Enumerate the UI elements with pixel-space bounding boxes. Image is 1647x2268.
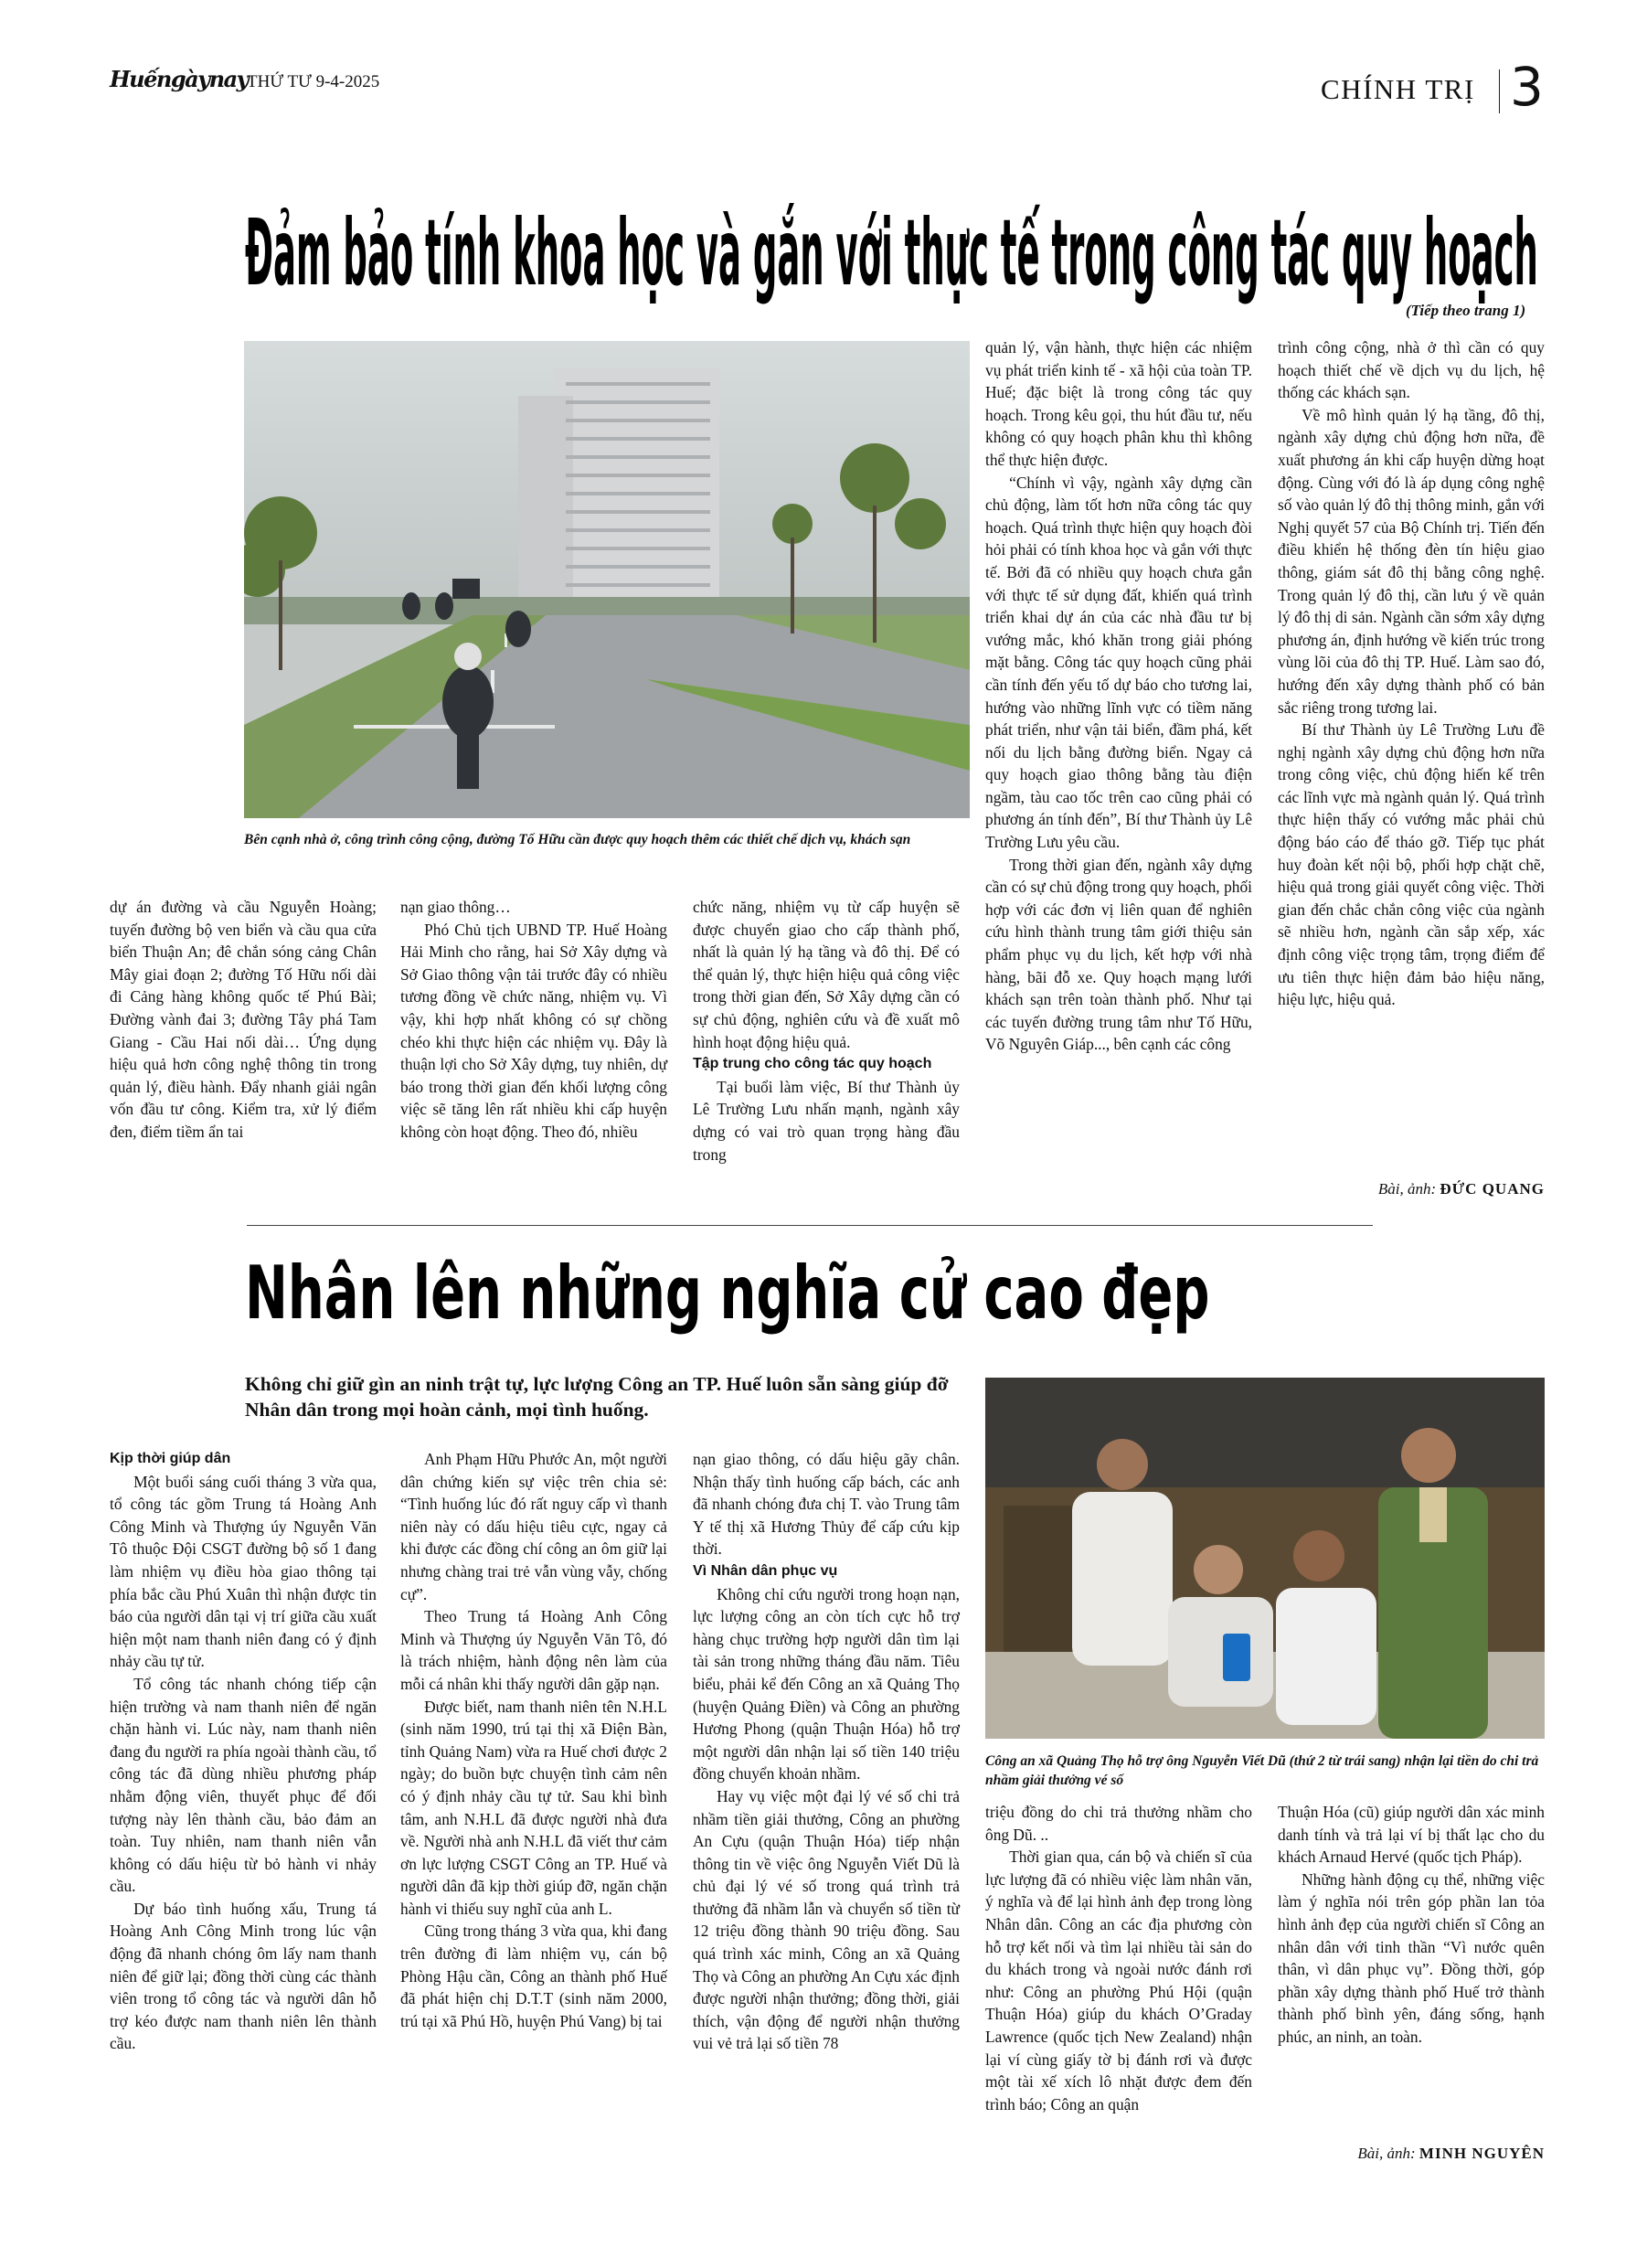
- article-divider: [247, 1225, 1373, 1226]
- article2-col4-paragraph-1: triệu đồng do chi trả thưởng nhầm cho ông Dũ. ..: [985, 1803, 1252, 1844]
- article2-subhead-1: Kịp thời giúp dân: [110, 1451, 231, 1466]
- page-number: 3: [1510, 56, 1544, 118]
- issue-date: THỨ TƯ 9-4-2025: [247, 72, 380, 91]
- article2-col2-paragraph-1: Anh Phạm Hữu Phước An, một người dân chứng kiến sự việc trên chia sẻ: “Tình huống lúc đó rất nguy cấp vì thanh niên này có dấu hiệu tiêu cực, ngay cả khi được các đồng chí công an ôm giữ lại nhưng chàng trai trẻ vẫn vùng vẫy, chống cự”.: [400, 1450, 667, 1603]
- article1-column-1: [110, 896, 377, 1144]
- header-divider: [1499, 69, 1500, 113]
- road-photo-illustration: [244, 341, 970, 818]
- article1-col5-paragraph-3: Bí thư Thành ủy Lê Trường Lưu đề nghị ngành xây dựng chủ động hơn nữa trong công việc, chủ động hiến kế trên các lĩnh vực mà ngành quản lý. Quá trình thực hiện thấy có vướng mắc phải chủ động báo cáo để tháo gỡ. Tiếp tục phát huy đoàn kết nội bộ, phối hợp chặt chẽ, hiệu quả trong giải quyết công việc. Thời gian đến chắc chắn công việc của ngành sẽ nhiều hơn, ngành cần sắp xếp, xác định công việc trọng tâm, trọng điểm để ưu tiên thực hiện đảm bảo hiệu năng, hiệu lực, hiệu quả.: [1278, 720, 1545, 1009]
- article1-continued-note: (Tiếp theo trang 1): [1406, 302, 1526, 319]
- article1-byline-label: Bài, ảnh:: [1377, 1180, 1437, 1198]
- article2-sapo: Không chỉ giữ gìn an ninh trật tự, lực lượng Công an TP. Huế luôn sẵn sàng giúp đỡ Nhân dân trong mọi hoàn cảnh, mọi tình huống.: [245, 1373, 949, 1421]
- article2-col1-paragraph-3: Dự báo tình huống xấu, Trung tá Hoàng Anh Công Minh trong lúc vận động đã nhanh chóng ôm lấy nam thanh niên để giữ lại; đồng thời cùng các thành viên trong tổ công tác và người dân hỗ trợ kéo được nam thanh niên lên thành cầu.: [110, 1899, 377, 2053]
- article2-col5-paragraph-1: Thuận Hóa (cũ) giúp người dân xác minh danh tính và trả lại ví bị thất lạc cho du khách Arnaud Hervé (quốc tịch Pháp).: [1278, 1803, 1545, 1867]
- article2-byline-label: Bài, ảnh:: [1357, 2145, 1416, 2162]
- road-photo: [244, 341, 970, 818]
- article1-byline-author: ĐỨC QUANG: [1440, 1180, 1545, 1198]
- police-photo-caption: Công an xã Quảng Thọ hỗ trợ ông Nguyễn Viết Dũ (thứ 2 từ trái sang) nhận lại tiền do chi trả nhầm giải thưởng vé số: [985, 1753, 1539, 1788]
- article2-column-1: [110, 1448, 377, 2055]
- article2-col2-paragraph-2: Theo Trung tá Hoàng Anh Công Minh và Thượng úy Nguyễn Văn Tô, đó là trách nhiệm, hành động nên làm của mỗi cá nhân khi thấy người dân gặp nạn.: [400, 1607, 667, 1693]
- article1-col4-paragraph-1: quản lý, vận hành, thực hiện các nhiệm vụ phát triển kinh tế - xã hội của toàn TP. Huế; đặc biệt là trong công tác quy hoạch. Trong kêu gọi, thu hút đầu tư, nếu không có quy hoạch phân khu thì không thể thực hiện được.: [985, 338, 1252, 469]
- article2-col1-paragraph-2: Tổ công tác nhanh chóng tiếp cận hiện trường và nam thanh niên để ngăn chặn hành vi. Lúc này, nam thanh niên đang đu người ra phía ngoài thành cầu, tổ công tác đã dùng nhiều phương pháp nhằm động viên, thuyết phục để đối tượng này lên thành cầu, bảo đảm an toàn. Tuy nhiên, nam thanh niên vẫn không có dấu hiệu từ bỏ hành vi nhảy cầu.: [110, 1674, 377, 1896]
- article2-subhead-2: Vì Nhân dân phục vụ: [693, 1562, 838, 1579]
- article1-col4-paragraph-2: “Chính vì vậy, ngành xây dựng cần chủ động, làm tốt hơn nữa công tác quy hoạch. Quá trình thực hiện quy hoạch đòi hỏi phải có tính khoa học và gắn với thực tế. Bởi đã có nhiều quy hoạch chưa gắn với thực tế sử dụng đất, khiến quá trình triển khai dự án của các nhà đầu tư bị vướng mắc, khó khăn trong giải phóng mặt bằng. Công tác quy hoạch cũng phải cần tính đến yếu tố dự báo cho tương lai, hướng vào những lĩnh vực có tiềm năng phát triển, như vận tải biển, đầm phá, kết nối du lịch bằng đường biển. Ngay cả quy hoạch giao thông bằng tàu điện ngầm, tàu cao tốc trên cao cũng phải có phương án tính đến”, Bí thư Thành ủy Lê Trường Lưu yêu cầu.: [985, 473, 1252, 852]
- article1-col3-paragraph-2: Tại buổi làm việc, Bí thư Thành ủy Lê Trường Lưu nhấn mạnh, ngành xây dựng có vai trò quan trọng hàng đầu trong: [693, 1077, 960, 1164]
- article2-headline: Nhân lên những nghĩa cử cao đẹp: [245, 1251, 1210, 1336]
- article2-col2-paragraph-4: Cũng trong tháng 3 vừa qua, khi đang trên đường đi làm nhiệm vụ, cán bộ Phòng Hậu cần, Công an thành phố Huế đã phát hiện chị D.T.T (sinh năm 2000, trú tại xã Phú Hồ, huyện Phú Vang) bị tai: [400, 1922, 667, 2030]
- article1-col3-paragraph-1: chức năng, nhiệm vụ từ cấp huyện sẽ được chuyển giao cho cấp thành phố, nhất là quản lý hạ tầng và đô thị. Để có thể quản lý, thực hiện hiệu quả công việc trong thời gian đến, Sở Xây dựng cần có sự chủ động, nghiên cứu và đề xuất mô hình hoạt động hiệu quả.: [693, 898, 960, 1051]
- article2-column-2: [400, 1448, 667, 2032]
- article2-col3-paragraph-1: nạn giao thông, có dấu hiệu gãy chân. Nhận thấy tình huống cấp bách, các anh đã nhanh chóng đưa chị T. vào Trung tâm Y tế thị xã Hương Thủy để cấp cứu kịp thời.: [693, 1450, 960, 1559]
- article2-byline: [1325, 2145, 1545, 2163]
- article2-byline-author: MINH NGUYÊN: [1419, 2145, 1545, 2162]
- article2-col2-paragraph-3: Được biết, nam thanh niên tên N.H.L (sinh năm 1990, trú tại thị xã Điện Bàn, tỉnh Quảng Nam) vừa ra Huế chơi được 2 ngày; do buồn bực chuyện tình cảm nên có ý định nhảy cầu tự tử. Sau khi bình tâm, anh N.H.L đã được người nhà đưa về. Người nhà anh N.H.L đã viết thư cảm ơn lực lượng CSGT Công an TP. Huế và người dân đã kịp thời giúp đỡ, ngăn chặn hành vi thiếu suy nghĩ của anh L.: [400, 1697, 667, 1918]
- article1-column-3: [693, 896, 960, 1166]
- section-name: CHÍNH TRỊ: [1321, 73, 1475, 105]
- article1-headline: Đảm bảo tính khoa học và gắn với thực tế trong công tác quy hoạch: [245, 199, 1538, 307]
- police-photo: [985, 1378, 1545, 1739]
- newspaper-logo: Huếngàynay: [110, 66, 249, 92]
- article2-col1-paragraph-1: Một buổi sáng cuối tháng 3 vừa qua, tổ công tác gồm Trung tá Hoàng Anh Công Minh và Thượng úy Nguyễn Văn Tô thuộc Đội CSGT đường bộ số 1 đang làm nhiệm vụ điều hòa giao thông tại phía bắc cầu Phú Xuân thì nhận được tin báo của người dân tại vị trí giữa cầu xuất hiện một nam thanh niên đang có ý định nhảy cầu tự tử.: [110, 1472, 377, 1671]
- article1-col5-paragraph-2: Về mô hình quản lý hạ tầng, đô thị, ngành xây dựng chủ động hơn nữa, đề xuất phương án khi cấp huyện dừng hoạt động. Cùng với đó là áp dụng công nghệ số vào quản lý đô thị thông minh, gắn với Nghị quyết 57 của Bộ Chính trị. Tiến đến điều khiển hệ thống đèn tín hiệu giao thông, giám sát đô thị bằng công nghệ. Trong quản lý đô thị, cần lưu ý về quản lý đô thị di sản. Ngành cần sớm xây dựng phương án, định hướng về kiến trúc trong vùng lõi của đô thị TP. Huế. Làm sao đó, hướng đến xây dựng thành phố có bản sắc riêng trong tương lai.: [1278, 405, 1545, 717]
- road-photo-caption: Bên cạnh nhà ở, công trình công cộng, đường Tố Hữu cần được quy hoạch thêm các thiết chế dịch vụ, khách sạn: [244, 832, 911, 847]
- article1-col2-paragraph-2: Phó Chủ tịch UBND TP. Huế Hoàng Hải Minh cho rằng, hai Sở Xây dựng và Sở Giao thông vận tải trước đây có nhiều tương đồng về chức năng, nhiệm vụ. Vì vậy, khi hợp nhất không có sự chồng chéo khi thực hiện các nhiệm vụ. Đây là thuận lợi cho Sở Xây dựng, tuy nhiên, dự báo trong thời gian đến khối lượng công việc sẽ tăng lên rất nhiều khi cấp huyện không còn hoạt động. Theo đó, nhiều: [400, 920, 667, 1141]
- article2-col3-paragraph-2: Không chỉ cứu người trong hoạn nạn, lực lượng công an còn tích cực hỗ trợ hàng chục trường hợp người dân tìm lại tài sản trong những tháng đầu năm. Tiêu biểu, phải kể đến Công an xã Quảng Thọ (huyện Quảng Điền) và Công an phường Hương Phong (quận Thuận Hóa) hỗ trợ một người dân nhận lại số tiền 140 triệu đồng chuyển khoản nhầm.: [693, 1584, 960, 1784]
- article2-column-5: [1278, 1801, 1545, 2049]
- article2-col4-paragraph-2: Thời gian qua, cán bộ và chiến sĩ của lực lượng đã có nhiều việc làm nhân văn, ý nghĩa và để lại hình ảnh đẹp trong lòng Nhân dân. Công an các địa phương còn hỗ trợ kết nối và tìm lại nhiều tài sản do du khách trong và ngoài nước đánh rơi như: Công an phường Phú Hội (quận Thuận Hóa) giúp du khách O’Graday Lawrence (quốc tịch New Zealand) nhận lại ví cùng giấy tờ bị đánh rơi và được một tài xế xích lô nhặt được đem đến trình báo; Công an quận: [985, 1847, 1252, 2114]
- article2-col3-paragraph-3: Hay vụ việc một đại lý vé số chi trả nhầm tiền giải thưởng, Công an phường An Cựu (quận Thuận Hóa) tiếp nhận thông tin về việc ông Nguyễn Viết Dũ là chủ đại lý vé số trong quá trình trả thưởng đã nhầm lẫn và chuyển số tiền từ 12 triệu đồng thành 90 triệu đồng. Sau quá trình xác minh, Công an xã Quảng Thọ và Công an phường An Cựu xác định được người nhận thưởng; đồng thời, giải thích, vận động để người nhận thưởng vui vẻ trả lại số tiền 78: [693, 1786, 960, 2053]
- article1-col4-paragraph-3: Trong thời gian đến, ngành xây dựng cần có sự chủ động trong quy hoạch, phối hợp với các đơn vị liên quan để nghiên cứu hình thành trung tâm giới thiệu sản phẩm phục vụ du lịch, kết hợp với nhà hàng, bãi đỗ xe. Quy hoạch mạng lưới khách sạn trên toàn thành phố. Như tại các tuyến đường trung tâm như Tố Hữu, Võ Nguyên Giáp..., bên cạnh các công: [985, 855, 1252, 1054]
- page-header: [110, 56, 1554, 119]
- article2-column-4: [985, 1801, 1252, 2115]
- article2-column-3: [693, 1448, 960, 2055]
- article1-col2-paragraph-1: nạn giao thông…: [400, 898, 511, 916]
- article1-subhead: Tập trung cho công tác quy hoạch: [693, 1056, 932, 1072]
- article1-col1-paragraph: dự án đường và cầu Nguyễn Hoàng; tuyến đường bộ ven biển và cầu qua cửa biển Thuận An; đê chắn sóng cảng Chân Mây giai đoạn 2; đường Tố Hữu nối dài đi Cảng hàng không quốc tế Phú Bài; Đường vành đai 3; đường Tây phá Tam Giang - Cầu Hai nối dài… Ứng dụng hiệu quả hơn công nghệ thông tin trong quản lý, điều hành. Đẩy nhanh giải ngân vốn đầu tư công. Kiểm tra, xử lý điểm đen, điểm tiềm ẩn tai: [110, 898, 377, 1141]
- article1-column-5: [1278, 336, 1545, 1011]
- article1-byline: [1362, 1180, 1545, 1198]
- article1-column-4: [985, 336, 1252, 1056]
- police-photo-illustration: [985, 1378, 1545, 1739]
- article1-column-2: [400, 896, 667, 1144]
- article1-col5-paragraph-1: trình công cộng, nhà ở thì cần có quy hoạch thiết chế về dịch vụ du lịch, hệ thống các khách sạn.: [1278, 338, 1545, 402]
- article2-col5-paragraph-2: Những hành động cụ thể, những việc làm ý nghĩa nói trên góp phần lan tỏa hình ảnh đẹp của người chiến sĩ Công an nhân dân với tinh thần “Vì nước quên thân, vì dân phục vụ”. Đồng thời, góp phần xây dựng thành phố Huế trở thành thành phố bình yên, đáng sống, hạnh phúc, an ninh, an toàn.: [1278, 1869, 1545, 2046]
